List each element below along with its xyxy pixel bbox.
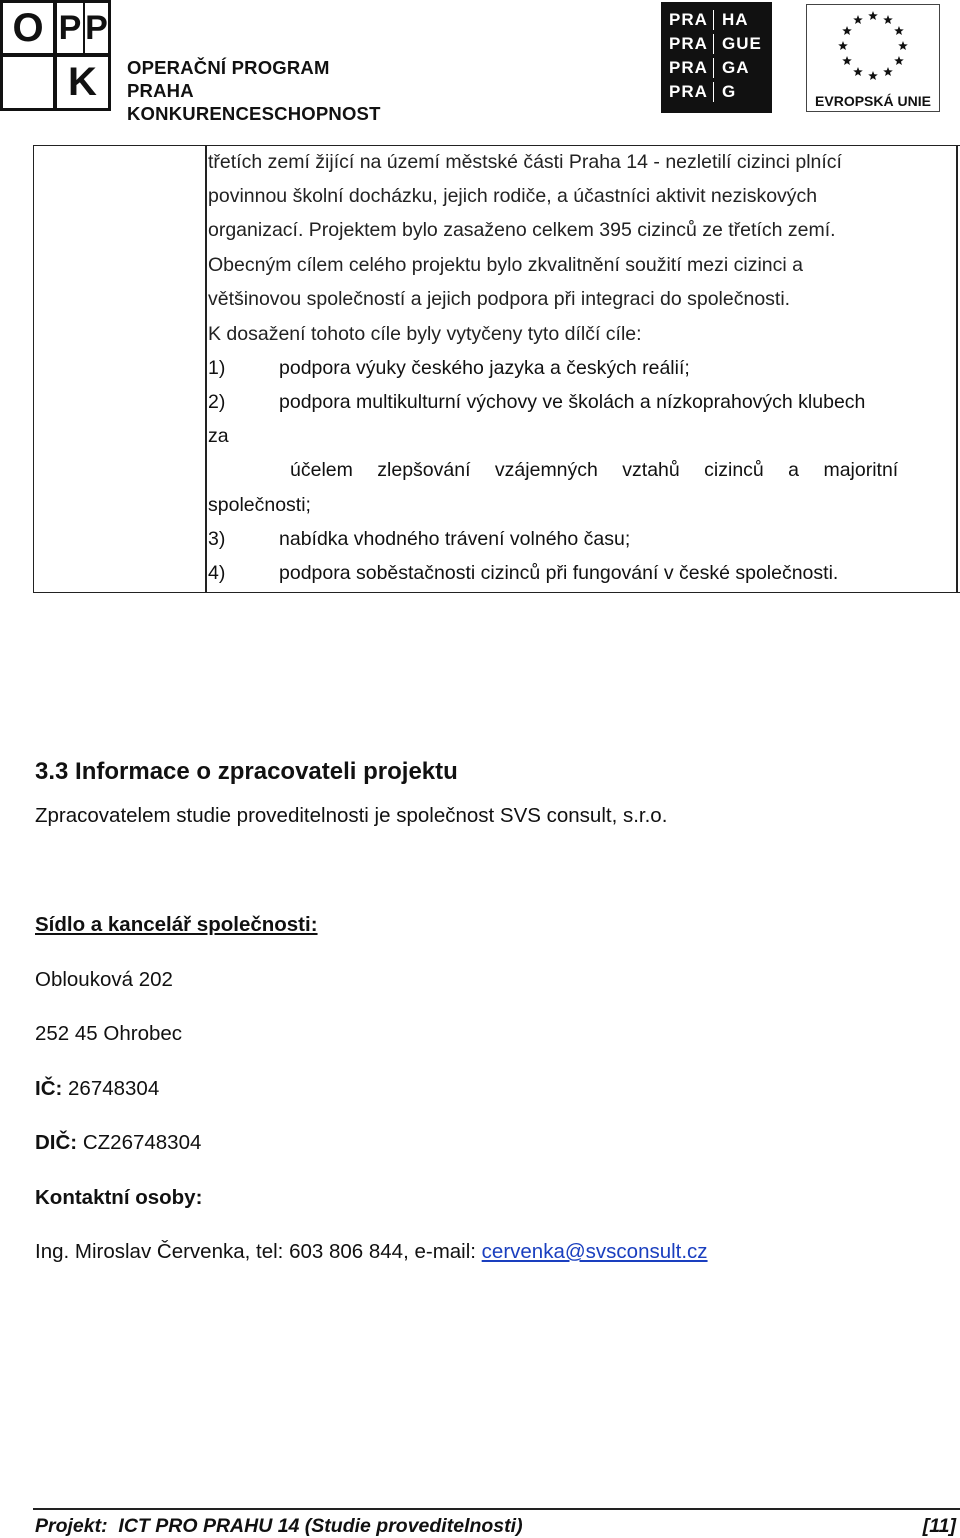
goal-2-continuation: za xyxy=(208,425,229,447)
opp-letter-k: K xyxy=(57,57,108,108)
praha-row-2 xyxy=(669,34,762,54)
footer-divider xyxy=(33,1508,960,1510)
table-right-border xyxy=(956,145,958,593)
goal-2-number: 2) xyxy=(208,391,226,413)
dic-row xyxy=(35,1131,201,1155)
opp-letter-o: O xyxy=(3,3,53,53)
table-line-5: většinovou společností a jejich podpora při integraci do společnosti. xyxy=(208,288,791,310)
footer-page-number: [11] xyxy=(922,1515,956,1537)
goal-3-text: nabídka vhodného trávení volného času; xyxy=(279,528,631,550)
goal-2-line-2 xyxy=(290,459,956,482)
goal-2-line-3: společnosti; xyxy=(208,494,311,516)
table-line-4: Obecným cílem celého projektu bylo zkvalitnění soužití mezi cizinci a xyxy=(208,254,803,276)
opp-logo-text xyxy=(127,56,400,125)
goal-2-text: podpora multikulturní výchovy ve školách a nízkoprahových klubech xyxy=(279,391,866,413)
footer-project: Projekt: ICT PRO PRAHU 14 (Studie proveditelnosti) xyxy=(35,1515,523,1537)
praha-row-1 xyxy=(669,10,749,30)
address-city: 252 45 Ohrobec xyxy=(35,1022,183,1045)
table-line-6: K dosažení tohoto cíle byly vytyčeny tyto dílčí cíle: xyxy=(208,323,642,345)
seat-heading: Sídlo a kancelář společnosti: xyxy=(35,913,318,936)
ic-value: 26748304 xyxy=(62,1077,160,1100)
opp-logo xyxy=(0,0,400,124)
dic-value: CZ26748304 xyxy=(77,1131,202,1154)
contact-row xyxy=(35,1240,708,1264)
contact-text: Ing. Miroslav Červenka, tel: 603 806 844, e-mail: xyxy=(35,1240,482,1263)
opp-logo-mark xyxy=(0,0,111,111)
eu-logo xyxy=(806,4,940,112)
opp-letter-p2: P xyxy=(85,3,108,53)
section-heading: 3.3 Informace o zpracovateli projektu xyxy=(35,758,458,785)
opp-letter-p1: P xyxy=(57,3,83,53)
praha-row-3 xyxy=(669,58,750,78)
goal-1-number: 1) xyxy=(208,357,226,379)
praha-row-4 xyxy=(669,82,736,102)
goal-4-text: podpora soběstačnosti cizinců při fungování v české společnosti. xyxy=(279,562,839,584)
praha-row-4-right: G xyxy=(713,82,736,102)
praha-row-3-right: GA xyxy=(713,58,750,78)
opp-line-2: KONKURENCESCHOPNOST xyxy=(127,103,381,124)
table-line-1: třetích zemí žijící na území městské části Praha 14 - nezletilí cizinci plnící xyxy=(208,151,842,173)
section-intro: Zpracovatelem studie proveditelnosti je společnost SVS consult, s.r.o. xyxy=(35,804,668,827)
opp-line-1: OPERAČNÍ PROGRAM PRAHA xyxy=(127,57,330,101)
goal-4-number: 4) xyxy=(208,562,226,584)
goal-2-line-2-text: účelem zlepšování vzájemných vztahů cizinců a majoritní xyxy=(290,459,899,481)
contacts-heading: Kontaktní osoby: xyxy=(35,1186,203,1209)
praha-logo xyxy=(661,2,772,113)
address-street: Oblouková 202 xyxy=(35,968,173,991)
dic-label: DIČ: xyxy=(35,1131,78,1154)
praha-row-3-left: PRA xyxy=(669,58,708,77)
contact-email-link[interactable]: cervenka@svsconsult.cz xyxy=(481,1240,708,1263)
table-line-2: povinnou školní docházku, jejich rodiče, a účastníci aktivit neziskových xyxy=(208,185,818,207)
table-line-3: organizací. Projektem bylo zasaženo celkem 395 cizinců ze třetích zemí. xyxy=(208,219,836,241)
ic-label: IČ: xyxy=(35,1077,63,1100)
praha-row-2-left: PRA xyxy=(669,34,708,53)
praha-row-1-left: PRA xyxy=(669,10,708,29)
goal-1-text: podpora výuky českého jazyka a českých reálií; xyxy=(279,357,690,379)
praha-row-2-right: GUE xyxy=(713,34,762,54)
praha-row-1-right: HA xyxy=(713,10,749,30)
eu-label: EVROPSKÁ UNIE xyxy=(815,93,931,109)
praha-row-4-left: PRA xyxy=(669,82,708,101)
table-column-divider xyxy=(205,145,207,593)
opp-blank-cell xyxy=(3,57,53,108)
goal-3-number: 3) xyxy=(208,528,226,550)
ic-row xyxy=(35,1077,159,1101)
eu-flag-icon xyxy=(808,6,938,90)
